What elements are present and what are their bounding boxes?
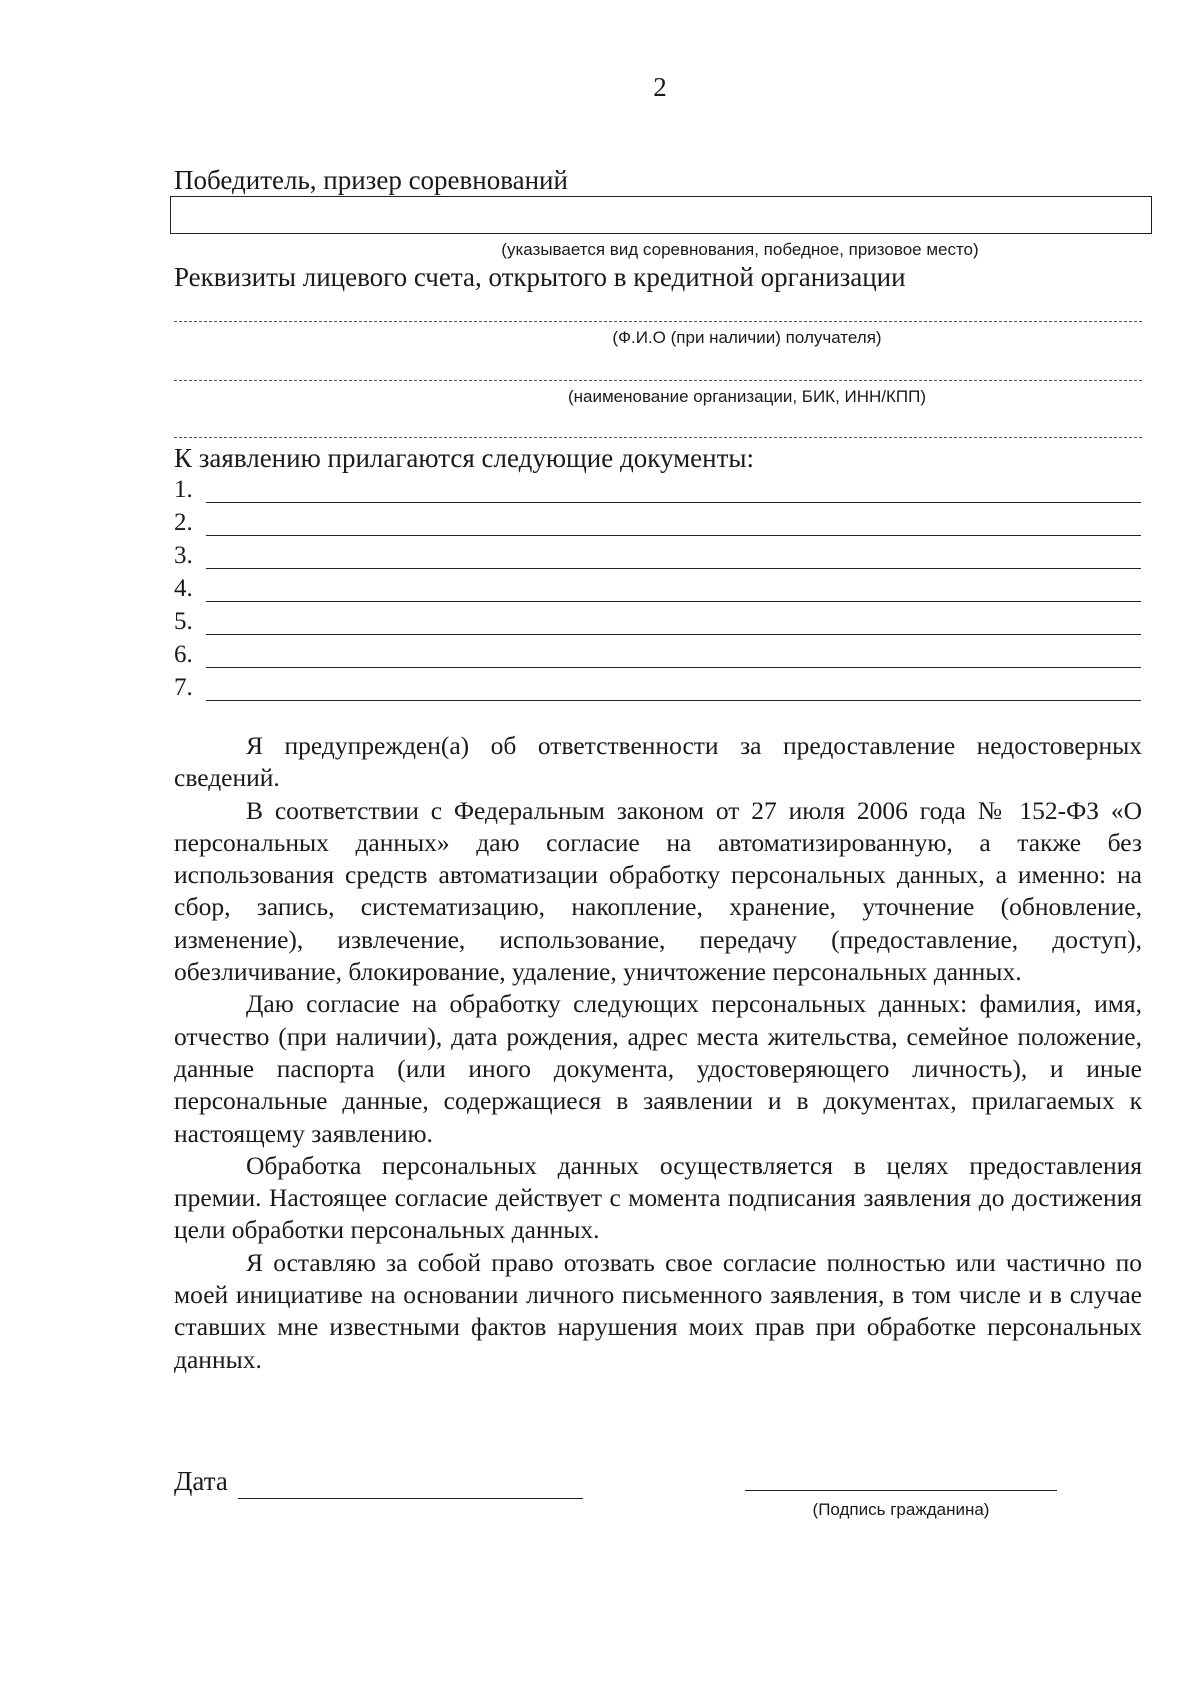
- attachments-heading: К заявлению прилагаются следующие документы:: [174, 443, 755, 473]
- account-line[interactable]: [174, 437, 1142, 438]
- paragraph-purpose: Обработка персональных данных осуществляется в целях предоставления премии. Настоящее согласие действует с момента подписания заявления до достижения цели обработки персональных данных.: [174, 1150, 1142, 1245]
- attachment-number: 2.: [174, 509, 193, 536]
- signature-caption: (Подпись гражданина): [812, 1500, 990, 1519]
- attachment-line[interactable]: [206, 601, 1141, 602]
- org-caption: (наименование организации, БИК, ИНН/КПП): [567, 387, 927, 406]
- attachment-line[interactable]: [206, 568, 1141, 569]
- org-line[interactable]: [174, 380, 1142, 381]
- paragraph-warning: Я предупрежден(а) об ответственности за предоставление недостоверных сведений.: [174, 731, 1142, 793]
- attachment-number: 5.: [174, 608, 193, 635]
- attachment-number: 4.: [174, 575, 193, 602]
- attachment-line[interactable]: [206, 535, 1141, 536]
- winner-field[interactable]: [170, 196, 1152, 234]
- paragraph-consent-law: В соответствии с Федеральным законом от 27 июля 2006 года № 152-ФЗ «О персональных данных» даю согласие на автоматизированную, а также без использования средств автоматизации обработку персональных данных, а именно: на сбор, запись, систематизацию, накопление, хранение, уточнение (обновление, изменение), извлечение, использование, передачу (предоставление, доступ), обезличивание, блокирование, удаление, уничтожение персональных данных.: [174, 795, 1142, 987]
- attachment-line[interactable]: [206, 502, 1141, 503]
- paragraph-data-list: Даю согласие на обработку следующих персональных данных: фамилия, имя, отчество (при наличии), дата рождения, адрес места жительства, семейное положение, данные паспорта (или иного документа, удостоверяющего личность), и иные персональные данные, содержащиеся в заявлении и в документах, прилагаемых к настоящему заявлению.: [174, 989, 1142, 1148]
- consent-text: [174, 730, 1142, 1376]
- account-heading: Реквизиты лицевого счета, открытого в кредитной организации: [174, 262, 906, 292]
- winner-caption: (указывается вид соревнования, победное, призовое место): [501, 240, 979, 259]
- attachment-line[interactable]: [206, 634, 1141, 635]
- attachment-number: 7.: [174, 674, 193, 701]
- date-label: Дата: [174, 1466, 228, 1496]
- attachment-line[interactable]: [206, 700, 1141, 701]
- winner-label: Победитель, призер соревнований: [174, 165, 568, 195]
- attachment-number: 6.: [174, 641, 193, 668]
- attachment-line[interactable]: [206, 667, 1141, 668]
- attachment-number: 3.: [174, 542, 193, 569]
- paragraph-revoke: Я оставляю за собой право отозвать свое согласие полностью или частично по моей инициативе на основании личного письменного заявления, в том числе и в случае ставших мне известными фактов нарушения моих прав при обработке персональных данных.: [174, 1247, 1142, 1374]
- fio-caption: (Ф.И.О (при наличии) получателя): [612, 328, 882, 347]
- date-line[interactable]: [238, 1498, 583, 1499]
- fio-line[interactable]: [174, 321, 1142, 322]
- attachment-number: 1.: [174, 476, 193, 503]
- page-number: 2: [653, 72, 667, 102]
- signature-line[interactable]: [745, 1490, 1057, 1491]
